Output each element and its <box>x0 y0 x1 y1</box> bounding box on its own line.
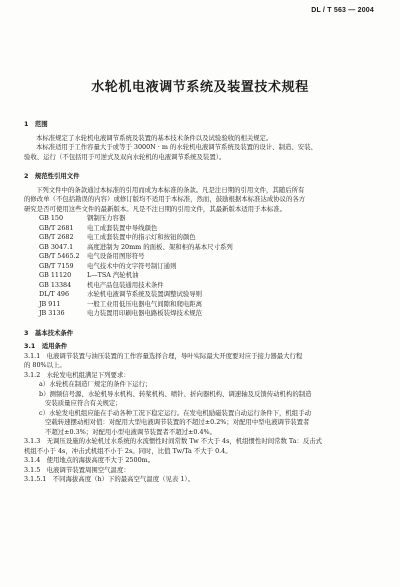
standard-code: GB 150 <box>39 214 64 222</box>
standard-ref <box>24 262 376 272</box>
standard-name: 机电产品包装通用技术条件 <box>87 280 164 289</box>
standard-code: GB 11120 <box>39 271 72 279</box>
section-1-paragraph-2-line-1: 本标准适用于工作容量大于或等于 3000N · m 的水轮机电液调节系统及装置的设计、制造、安装、 <box>36 143 317 151</box>
standard-ref <box>24 290 376 300</box>
section-2-paragraph-line-3: 研究是否可使用这些文件的最新版本。凡是不注日期的引用文件，其最新版本适用于本标准。 <box>24 204 287 213</box>
clause-3-1-4: 3.1.4 使用地点的海拔高度不大于 2500m。 <box>24 456 155 464</box>
standard-name: 电工成套装置中的指示灯和按钮的颜色 <box>87 233 196 241</box>
item-c-line-3: 不超过±0.3%；对配用小型电液调节装置者不超过±0.4%。 <box>45 427 216 436</box>
clause-3-1-1-line-1: 3.1.1 电液调节装置与油压装置的工作容量选择合理，导叶实际最大开度要对应于接力器最大行程 <box>24 351 303 360</box>
clause-3-1-3-line-1: 3.1.3 无调压设施的水轮机过水系统的水流惯性时间常数 Tw 不大于 4s，机组惯性时间常数 Ta：反击式 <box>24 437 323 445</box>
subsection-3-1-heading: 3.1 适用条件 <box>24 342 68 350</box>
standard-code: GB/T 2681 <box>39 223 74 232</box>
standard-name: 高度进制为 20mm 的面板、架和柜的基本尺寸系列 <box>87 242 233 251</box>
section-1-paragraph-1: 本标准规定了水轮机电液调节系统及装置的基本技术条件以及试验验收的相关规定。 <box>36 133 273 142</box>
item-b-line-2: 安装质量应符合有关规定； <box>45 399 122 407</box>
document-body <box>24 120 376 485</box>
standard-code: JB 3136 <box>39 309 65 317</box>
standard-ref <box>24 309 376 319</box>
standard-ref <box>24 214 376 224</box>
standard-name: 电气技术中的文字符号制订通则 <box>87 261 177 270</box>
standard-name: 水轮机电液调节系统及装置调整试验导则 <box>87 290 203 298</box>
standard-ref <box>24 281 376 291</box>
standard-name: 一般工业用低压电器电气间隙和爬电距离 <box>87 299 203 308</box>
standard-code: DL/T 496 <box>39 290 70 298</box>
standard-name: 电工成套装置中导线颜色 <box>87 223 158 232</box>
section-1-heading: 1 范围 <box>24 120 48 128</box>
standard-ref <box>24 233 376 243</box>
section-2-paragraph-line-2: 的修改单（不包括勘误的内容）或修订版均不适用于本标准，然而，鼓励根据本标准达成协议的各方 <box>24 195 306 203</box>
standard-name: 电气设备用图形符号 <box>87 252 145 260</box>
section-2-heading: 2 规范性引用文件 <box>24 172 80 180</box>
clause-3-1-5-1: 3.1.5.1 不同海拔高度（h）下的最高空气温度（见表 1）。 <box>24 475 194 483</box>
section-3-heading: 3 基本技术条件 <box>24 328 74 337</box>
standard-code: GB/T 5465.2 <box>39 252 80 260</box>
clause-3-1-2: 3.1.2 水轮发电机组满足下列要求： <box>24 370 130 379</box>
standard-ref <box>24 300 376 310</box>
standard-ref <box>24 271 376 281</box>
item-c-line-2: 空载转速摆动相对值：对配用大型电液调节装置的不超过±0.2%；对配用中型电液调节装置者 <box>45 418 310 426</box>
document-title: 水轮机电液调节系统及装置技术规程 <box>91 80 309 95</box>
item-a: a）水轮机在制造厂规定的条件下运行； <box>39 380 152 388</box>
section-1-paragraph-2-line-2: 验收、运行（不包括用于可逆式及双向水轮机的电液调节系统及装置）。 <box>24 152 226 161</box>
standard-code: GB/T 7159 <box>39 261 74 270</box>
standard-code: GB 3047.1 <box>39 242 74 251</box>
standard-name: L—TSA 汽轮机油 <box>87 271 139 279</box>
item-b-line-1: b）测频信号源、水轮机导水机构、转桨机构、喷针、折向器机构、调速轴及反馈传动机构的制造 <box>39 389 312 398</box>
clause-3-1-3-line-2: 机组不小于 4s，冲击式机组不小于 2s。同时，比值 Tw/Ta 不大于 0.4。 <box>24 446 232 455</box>
standard-number: DL / T 563 — 2004 <box>311 7 374 14</box>
standard-ref <box>24 252 376 262</box>
section-2-paragraph-line-1: 下列文件中的条款通过本标准的引用而成为本标准的条款。凡是注日期的引用文件，其随后所有 <box>36 185 305 194</box>
standard-ref <box>24 243 376 253</box>
standard-name: 电力装置用印刷电器电路板装焊技术规范 <box>87 309 203 317</box>
standard-code: JB 911 <box>39 299 61 308</box>
clause-3-1-1-line-2: 的 80%以上。 <box>24 361 66 369</box>
standard-ref <box>24 224 376 234</box>
item-c-line-1: c）水轮发电机组应能在手动各种工况下稳定运行。在发电机励磁装置自动运行条件下，机组手动 <box>39 408 311 417</box>
standard-code: GB 13384 <box>39 280 72 289</box>
standard-name: 钢制压力容器 <box>87 214 126 222</box>
standard-code: GB/T 2682 <box>39 233 74 241</box>
clause-3-1-5: 3.1.5 电液调节装置周围空气温度： <box>24 465 130 474</box>
